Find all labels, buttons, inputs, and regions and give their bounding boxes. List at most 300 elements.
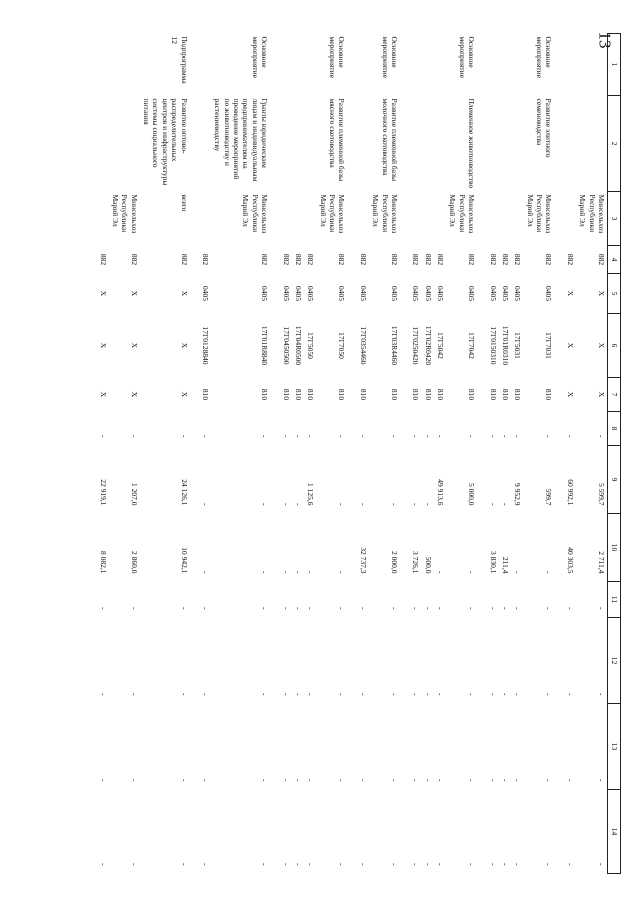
value-col13: - (411, 779, 421, 782)
grbs-code: 882 (201, 253, 210, 266)
value-col8: - (501, 435, 510, 438)
value-col8: - (294, 435, 303, 438)
description (279, 96, 291, 192)
value-col8: - (201, 435, 210, 438)
description (409, 96, 421, 192)
table-row (576, 34, 608, 874)
value-col13: - (423, 779, 433, 782)
value-col8: - (358, 435, 368, 438)
section-code: 0405 (337, 286, 347, 301)
value-col10: 40 303,5 (565, 547, 575, 574)
value-col14: - (423, 863, 433, 866)
expense-type: X (179, 391, 189, 398)
expense-type: 810 (390, 388, 399, 401)
executor (199, 192, 211, 246)
value-col9: - (358, 503, 368, 506)
column-number: 12 (608, 618, 621, 704)
description: Развитие племенной базы мясного скотоводства (328, 98, 347, 181)
description (434, 96, 446, 192)
row-spacer (555, 34, 564, 874)
expense-type: 810 (260, 388, 270, 401)
executor (279, 192, 291, 246)
value-col10: - (260, 571, 270, 574)
target-article: 17Г0250420 (411, 326, 421, 365)
expense-type: 810 (358, 388, 368, 401)
value-col11: - (467, 607, 477, 610)
value-col11: - (358, 607, 368, 610)
value-col11: - (390, 607, 399, 610)
table-row (499, 34, 511, 874)
target-article: 17Г7050 (337, 332, 347, 359)
row-spacer (190, 34, 199, 874)
value-col12: - (423, 693, 433, 696)
value-col11: - (597, 607, 606, 610)
value-col9: - (411, 503, 421, 506)
section-code: 0405 (294, 286, 303, 301)
column-number: 9 (608, 446, 621, 514)
value-col11: - (423, 607, 433, 610)
value-col13: - (281, 779, 291, 782)
value-col11: - (294, 607, 303, 610)
executor: Минсельхоз Республики Марий Эл (578, 194, 606, 234)
row-spacer (348, 34, 357, 874)
value-col11: - (565, 607, 575, 610)
value-col10: 500,0 (423, 556, 433, 574)
executor (421, 192, 433, 246)
expense-type: 810 (544, 388, 554, 401)
section-code: 0405 (513, 286, 523, 301)
value-col12: - (390, 693, 399, 696)
expense-type: 810 (306, 388, 316, 401)
target-article: 17Г7042 (467, 332, 477, 359)
target-article: 17Г7031 (544, 332, 554, 359)
description: Племенное животноводство (467, 98, 477, 189)
value-col14: - (597, 863, 606, 866)
value-col13: - (597, 779, 606, 782)
row-spacer (477, 34, 486, 874)
value-col8: - (411, 435, 421, 438)
section-code: X (129, 290, 139, 297)
section-code: 0405 (423, 286, 433, 301)
value-col10: - (513, 571, 523, 574)
value-col12: - (565, 693, 575, 696)
executor (96, 192, 108, 246)
column-number-row (608, 34, 621, 874)
grbs-code: 882 (294, 253, 303, 266)
value-col12: - (98, 693, 108, 696)
expense-type: X (129, 391, 139, 398)
value-col10: - (544, 571, 554, 574)
row-type: Основное мероприятие (535, 36, 554, 78)
value-col9: 49 913,6 (436, 479, 446, 506)
executor (564, 192, 576, 246)
rotated-page (98, 33, 621, 873)
value-col12: - (179, 693, 189, 696)
value-col9: 22 919,1 (98, 479, 108, 506)
value-col8: - (544, 435, 554, 438)
expense-type: 810 (411, 388, 421, 401)
table-row (140, 34, 190, 874)
target-article: 17Г04R0500 (294, 325, 303, 366)
section-code: 0405 (467, 286, 477, 301)
grbs-code: 882 (501, 253, 510, 266)
table-row (434, 34, 446, 874)
value-col14: - (306, 863, 316, 866)
grbs-code: 882 (411, 253, 421, 266)
column-number: 6 (608, 314, 621, 378)
table-body (96, 34, 607, 874)
grbs-code: 882 (337, 253, 347, 266)
value-col9: - (501, 503, 510, 506)
value-col12: - (294, 693, 303, 696)
table-row (199, 34, 211, 874)
row-type (199, 34, 211, 96)
grbs-code: 882 (358, 253, 368, 266)
row-type (409, 34, 421, 96)
table-row (357, 34, 369, 874)
table-row (279, 34, 291, 874)
table-row (523, 34, 554, 874)
section-code: 0405 (411, 286, 421, 301)
value-col14: - (294, 863, 303, 866)
value-col13: - (294, 779, 303, 782)
value-col8: - (306, 435, 316, 438)
table-row (446, 34, 477, 874)
table-row (421, 34, 433, 874)
row-type: Основное мероприятие (328, 36, 347, 78)
value-col13: - (436, 779, 446, 782)
target-article: 17Г0354460 (358, 326, 368, 365)
value-col8: - (337, 435, 347, 438)
value-col10: 3 830,1 (488, 551, 498, 574)
value-col8: - (597, 435, 606, 438)
value-col10: - (294, 571, 303, 574)
value-col14: - (565, 863, 575, 866)
value-col12: - (436, 693, 446, 696)
value-col9: - (390, 503, 399, 506)
expense-type: X (565, 391, 575, 398)
table-row (316, 34, 347, 874)
value-col13: - (565, 779, 575, 782)
executor (499, 192, 511, 246)
expense-type: 810 (423, 388, 433, 401)
value-col11: - (436, 607, 446, 610)
value-col11: - (501, 607, 510, 610)
column-number: 11 (608, 582, 621, 618)
value-col12: - (501, 693, 510, 696)
value-col8: - (488, 435, 498, 438)
value-col11: - (98, 607, 108, 610)
target-article: 17Г0128840 (201, 326, 210, 365)
executor (511, 192, 523, 246)
row-type (421, 34, 433, 96)
section-code: 0405 (281, 286, 291, 301)
value-col13: - (98, 779, 108, 782)
target-article: 17Г5042 (436, 332, 446, 359)
value-col10: 32 737,3 (358, 547, 368, 574)
executor (357, 192, 369, 246)
value-col12: - (467, 693, 477, 696)
value-col14: - (98, 863, 108, 866)
grbs-code: 882 (260, 253, 270, 266)
expense-type: X (98, 391, 108, 398)
value-col9: 5 000,0 (467, 483, 477, 506)
column-number: 8 (608, 412, 621, 446)
value-col11: - (411, 607, 421, 610)
row-type (279, 34, 291, 96)
description (486, 96, 498, 192)
value-col12: - (129, 693, 139, 696)
section-code: 0405 (501, 286, 510, 301)
value-col8: - (565, 435, 575, 438)
value-col9: 5 599,7 (597, 483, 606, 506)
value-col8: - (436, 435, 446, 438)
description (421, 96, 433, 192)
table-row (486, 34, 498, 874)
value-col11: - (337, 607, 347, 610)
section-code: X (565, 290, 575, 297)
executor (304, 192, 316, 246)
expense-type: 810 (201, 388, 210, 401)
value-col11: - (179, 607, 189, 610)
value-col12: - (597, 693, 606, 696)
value-col10: 3 726,1 (411, 551, 421, 574)
section-code: 0405 (260, 286, 270, 301)
row-type: Подпрограмма 12 (170, 36, 189, 84)
value-col10: 2 860,0 (129, 551, 139, 574)
row-type (292, 34, 304, 96)
value-col11: - (260, 607, 270, 610)
executor: Минсельхоз Республики Марий Эл (525, 194, 554, 234)
target-article: 17Г5031 (513, 332, 523, 359)
section-code: 0405 (358, 286, 368, 301)
value-col13: - (488, 779, 498, 782)
executor: Минсельхоз Республики Марий Эл (241, 194, 270, 234)
description (199, 96, 211, 192)
row-type (304, 34, 316, 96)
value-col14: - (390, 863, 399, 866)
section-code: 0405 (544, 286, 554, 301)
expense-type: 810 (281, 388, 291, 401)
value-col9: - (423, 503, 433, 506)
row-type (357, 34, 369, 96)
target-article: X (98, 342, 108, 349)
value-col12: - (201, 693, 210, 696)
description (96, 96, 108, 192)
value-col13: - (129, 779, 139, 782)
grbs-code: 882 (488, 253, 498, 266)
grbs-code: 882 (390, 253, 399, 266)
target-article: 17Г5050 (306, 332, 316, 359)
target-article: X (129, 342, 139, 349)
value-col13: - (390, 779, 399, 782)
description (511, 96, 523, 192)
value-col9: 1 125,6 (306, 483, 316, 506)
column-number: 10 (608, 514, 621, 582)
description (576, 96, 608, 192)
description: Развитие племенной базы молочного скотоводства (380, 98, 399, 181)
value-col14: - (544, 863, 554, 866)
expense-type: 810 (513, 388, 523, 401)
executor (292, 192, 304, 246)
grbs-code: 882 (513, 253, 523, 266)
value-col14: - (501, 863, 510, 866)
row-type (511, 34, 523, 96)
target-article: 17Г0150310 (488, 326, 498, 365)
column-number: 1 (608, 34, 621, 96)
value-col11: - (544, 607, 554, 610)
value-col14: - (281, 863, 291, 866)
value-col12: - (544, 693, 554, 696)
grbs-code: 882 (423, 253, 433, 266)
value-col10: 2 000,0 (390, 551, 399, 574)
value-col9: 60 992,1 (565, 479, 575, 506)
value-col12: - (306, 693, 316, 696)
value-col13: - (544, 779, 554, 782)
section-code: X (98, 290, 108, 297)
value-col8: - (467, 435, 477, 438)
value-col13: - (358, 779, 368, 782)
row-type (434, 34, 446, 96)
value-col10: - (436, 571, 446, 574)
value-col10: - (281, 571, 291, 574)
executor: всего (179, 194, 189, 212)
row-type (109, 34, 140, 96)
value-col10: 211,4 (501, 556, 510, 574)
expense-type: X (597, 391, 606, 398)
description (357, 96, 369, 192)
grbs-code: 882 (129, 253, 139, 266)
column-number: 7 (608, 378, 621, 412)
value-col14: - (467, 863, 477, 866)
row-type (576, 34, 608, 96)
value-col9: - (488, 503, 498, 506)
target-article: 17Г01R0310 (501, 325, 510, 366)
description (109, 96, 140, 192)
executor: Минсельхоз Республики Марий Эл (448, 194, 477, 234)
value-col12: - (337, 693, 347, 696)
row-type (486, 34, 498, 96)
value-col14: - (201, 863, 210, 866)
grbs-code: 882 (565, 253, 575, 266)
executor: Минсельхоз Республики Марий Эл (111, 194, 139, 234)
section-code: 0405 (436, 286, 446, 301)
target-article: 17Г03R4460 (390, 325, 399, 366)
expense-type: 810 (337, 388, 347, 401)
table-row (292, 34, 304, 874)
table-row (369, 34, 400, 874)
description (304, 96, 316, 192)
value-col10: - (201, 571, 210, 574)
executor (409, 192, 421, 246)
value-col13: - (201, 779, 210, 782)
target-article: 17Г02R0420 (423, 325, 433, 366)
value-col11: - (201, 607, 210, 610)
section-code: X (179, 290, 189, 297)
column-number: 14 (608, 790, 621, 874)
value-col12: - (358, 693, 368, 696)
value-col10: 10 942,1 (179, 547, 189, 574)
section-code: 0405 (306, 286, 316, 301)
grbs-code: 882 (436, 253, 446, 266)
grbs-code: 882 (179, 253, 189, 266)
value-col13: - (513, 779, 523, 782)
value-col8: - (179, 435, 189, 438)
table-row (211, 34, 270, 874)
target-article: X (597, 342, 606, 349)
row-spacer (270, 34, 279, 874)
target-article: 17Г01R8840 (260, 325, 270, 366)
value-col9: 9 952,9 (513, 483, 523, 506)
value-col10: 8 082,1 (98, 551, 108, 574)
expense-type: 810 (488, 388, 498, 401)
expense-type: 810 (436, 388, 446, 401)
value-col11: - (129, 607, 139, 610)
executor (434, 192, 446, 246)
section-code: X (597, 290, 606, 297)
grbs-code: 882 (306, 253, 316, 266)
expense-type: 810 (294, 388, 303, 401)
value-col14: - (488, 863, 498, 866)
value-col14: - (411, 863, 421, 866)
row-spacer (400, 34, 409, 874)
target-article: X (565, 342, 575, 349)
value-col8: - (423, 435, 433, 438)
value-col12: - (411, 693, 421, 696)
section-code: 0405 (201, 286, 210, 301)
value-col8: - (98, 435, 108, 438)
column-number: 4 (608, 246, 621, 274)
value-col14: - (260, 863, 270, 866)
value-col9: 599,7 (544, 488, 554, 506)
section-code: 0405 (488, 286, 498, 301)
description (499, 96, 511, 192)
value-col13: - (306, 779, 316, 782)
value-col8: - (513, 435, 523, 438)
description (292, 96, 304, 192)
row-type (499, 34, 511, 96)
description (564, 96, 576, 192)
grbs-code: 882 (544, 253, 554, 266)
executor: Минсельхоз Республики Марий Эл (318, 194, 347, 234)
value-col13: - (337, 779, 347, 782)
description: Развитие элитного семеноводства (535, 98, 554, 158)
budget-table (96, 33, 621, 874)
value-col10: - (337, 571, 347, 574)
table-row (304, 34, 316, 874)
description: Развитие оптово-распределительных центров и инфраструктуры системы социального питания (142, 98, 189, 186)
expense-type: 810 (501, 388, 510, 401)
value-col8: - (129, 435, 139, 438)
value-col9: - (337, 503, 347, 506)
executor (486, 192, 498, 246)
table-row (511, 34, 523, 874)
value-col12: - (260, 693, 270, 696)
column-number: 3 (608, 192, 621, 246)
value-col9: - (201, 503, 210, 506)
grbs-code: 882 (98, 253, 108, 266)
value-col8: - (281, 435, 291, 438)
value-col9: - (260, 503, 270, 506)
row-type (564, 34, 576, 96)
value-col10: - (306, 571, 316, 574)
value-col13: - (179, 779, 189, 782)
value-col11: - (513, 607, 523, 610)
value-col9: 1 207,0 (129, 483, 139, 506)
expense-type: 810 (467, 388, 477, 401)
value-col14: - (436, 863, 446, 866)
value-col10: - (467, 571, 477, 574)
